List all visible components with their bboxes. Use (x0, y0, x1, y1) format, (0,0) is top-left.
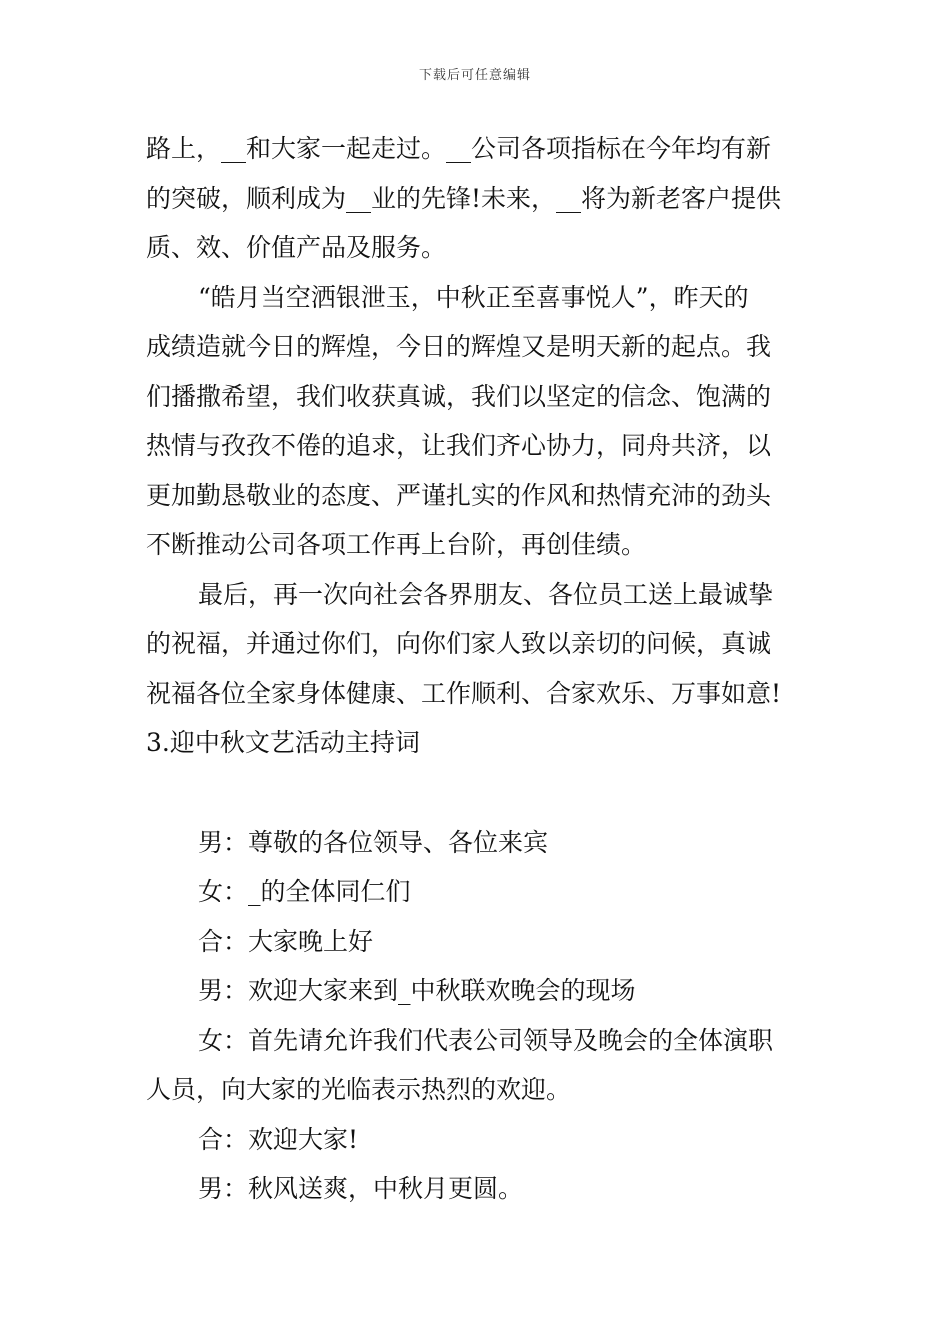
paragraph-line: 更加勤恳敬业的态度、严谨扎实的作风和热情充沛的劲头 (146, 480, 772, 510)
dialogue-line: 男：尊敬的各位领导、各位来宾 (198, 827, 549, 857)
paragraph-line: 成绩造就今日的辉煌，今日的辉煌又是明天新的起点。我 (146, 332, 772, 361)
dialogue-line: 女：_的全体同仁们 (198, 877, 411, 906)
blank-gap (146, 768, 806, 818)
dialogue-line: 合：大家晚上好 (198, 926, 374, 956)
paragraph-line: 们播撒希望，我们收获真诚，我们以坚定的信念、饱满的 (146, 381, 772, 411)
page-header: 下载后可任意编辑 (418, 68, 531, 83)
dialogue-line: 男：秋风送爽，中秋月更圆。 (198, 1174, 524, 1203)
dialogue-line: 合：欢迎大家! (198, 1124, 359, 1154)
paragraph-line: 的祝福，并通过你们，向你们家人致以亲切的问候，真诚 (146, 629, 772, 658)
paragraph-line: 质、效、价值产品及服务。 (146, 233, 447, 262)
dialogue-line: 女：首先请允许我们代表公司领导及晚会的全体演职 (198, 1025, 774, 1055)
dialogue-line: 人员，向大家的光临表示热烈的欢迎。 (146, 1075, 572, 1104)
paragraph-line: 最后，再一次向社会各界朋友、各位员工送上最诚挚 (198, 579, 774, 609)
paragraph-line: 祝福各位全家身体健康、工作顺利、合家欢乐、万事如意! (146, 678, 782, 708)
paragraph-line: “皓月当空洒银泄玉，中秋正至喜事悦人”，昨天的 (198, 282, 749, 312)
paragraph-line: 路上，__和大家一起走过。__公司各项指标在今年均有新 (146, 134, 772, 163)
paragraph-line: 不断推动公司各项工作再上台阶，再创佳绩。 (146, 530, 647, 559)
section-heading: 3.迎中秋文艺活动主持词 (146, 728, 420, 757)
paragraph-line: 的突破，顺利成为__业的先锋!未来，__将为新老客户提供 (146, 183, 782, 213)
paragraph-line: 热情与孜孜不倦的追求，让我们齐心协力，同舟共济，以 (146, 431, 772, 460)
dialogue-line: 男：欢迎大家来到_中秋联欢晚会的现场 (198, 976, 636, 1005)
document-body (146, 124, 806, 1214)
